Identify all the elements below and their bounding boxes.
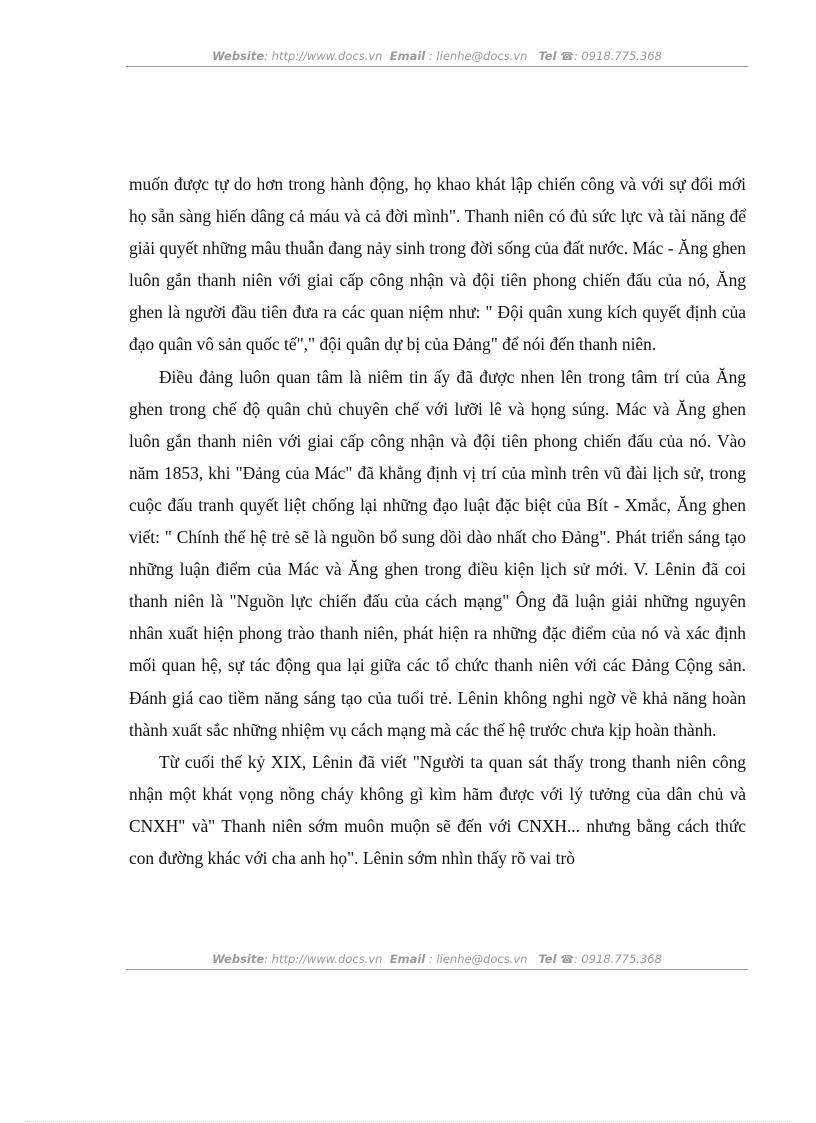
body-paragraph: muốn được tự do hơn trong hành động, họ khao khát lập chiến công và với sự đổi mới họ sẵn sàng hiến dâng cả máu và cả đời mình". Thanh niên có đủ sức lực và tài năng để giải quyết những mâu thuẫn đang nảy sinh trong đời sống của đất nước. Mác - Ăng ghen luôn gắn thanh niên với giai cấp công nhận và đội tiên phong chiến đấu của nó, Ăng ghen là người đầu tiên đưa ra các quan niệm như: " Đội quân xung kích quyết định của đạo quân vô sản quốc tế"," đội quân dự bị của Đảng" để nói đến thanh niên. [129,174,746,355]
footer-website-label: Website [212,952,265,966]
header-website-label: Website [212,49,265,63]
page-header [126,49,748,64]
footer-website-value: : http://www.docs.vn [264,952,383,966]
footer-email-label: Email [389,952,426,966]
header-tel-value: : 0918.775.368 [573,49,662,63]
header-email-value: : lienhe@docs.vn [428,49,528,63]
header-email-label: Email [389,49,426,63]
footer-email-value: : lienhe@docs.vn [428,952,528,966]
page-footer [126,952,748,967]
body-paragraph: Điều đảng luôn quan tâm là niêm tin ấy đã được nhen lên trong tâm trí của Ăng ghen trong chế độ quân chủ chuyên chế với lưỡi lê và họng súng. Mác và Ăng ghen luôn gắn thanh niên với giai cấp công nhận và đội tiên phong chiến đấu của nó. Vào năm 1853, khi "Đảng của Mác" đã khẳng định vị trí của mình trên vũ đài lịch sử, trong cuộc đấu tranh quyết liệt chống lại những đạo luật đặc biệt của Bít - Xmắc, Ăng ghen viết: " Chính thế hệ trẻ sẽ là nguồn bổ sung dồi dào nhất cho Đảng". Phát triển sáng tạo những luận điểm của Mác và Ăng ghen trong điều kiện lịch sử mới. V. Lênin đã coi thanh niên là "Nguồn lực chiến đấu của cách mạng" Ông đã luận giải những nguyên nhân xuất hiện phong trào thanh niên, phát hiện ra những đặc điểm của nó và xác định mối quan hệ, sự tác động qua lại giữa các tổ chức thanh niên với các Đảng Cộng sản. Đánh giá cao tiềm năng sáng tạo của tuổi trẻ. Lênin không nghi ngờ về khả năng hoàn thành xuất sắc những nhiệm vụ cách mạng mà các thế hệ trước chưa kịp hoàn thành. [129,366,746,740]
page-edge-divider [24,1121,792,1122]
phone-icon: ☎ [560,50,574,63]
footer-tel-label: Tel [538,952,557,966]
footer-divider [126,969,748,970]
header-divider [126,66,748,67]
footer-tel-value: : 0918.775.368 [573,952,662,966]
header-tel-label: Tel [538,49,557,63]
header-website-value: : http://www.docs.vn [264,49,383,63]
phone-icon: ☎ [560,953,574,966]
body-paragraph: Từ cuối thế kỷ XIX, Lênin đã viết "Người ta quan sát thấy trong thanh niên công nhận một khát vọng nồng cháy không gì kìm hãm được với lý tưởng của dân chủ và CNXH" và" Thanh niên sớm muôn muộn sẽ đến với CNXH... nhưng bằng cách thức con đường khác với cha anh họ". Lênin sớm nhìn thấy rõ vai trò [129,751,746,868]
document-body [129,168,746,874]
